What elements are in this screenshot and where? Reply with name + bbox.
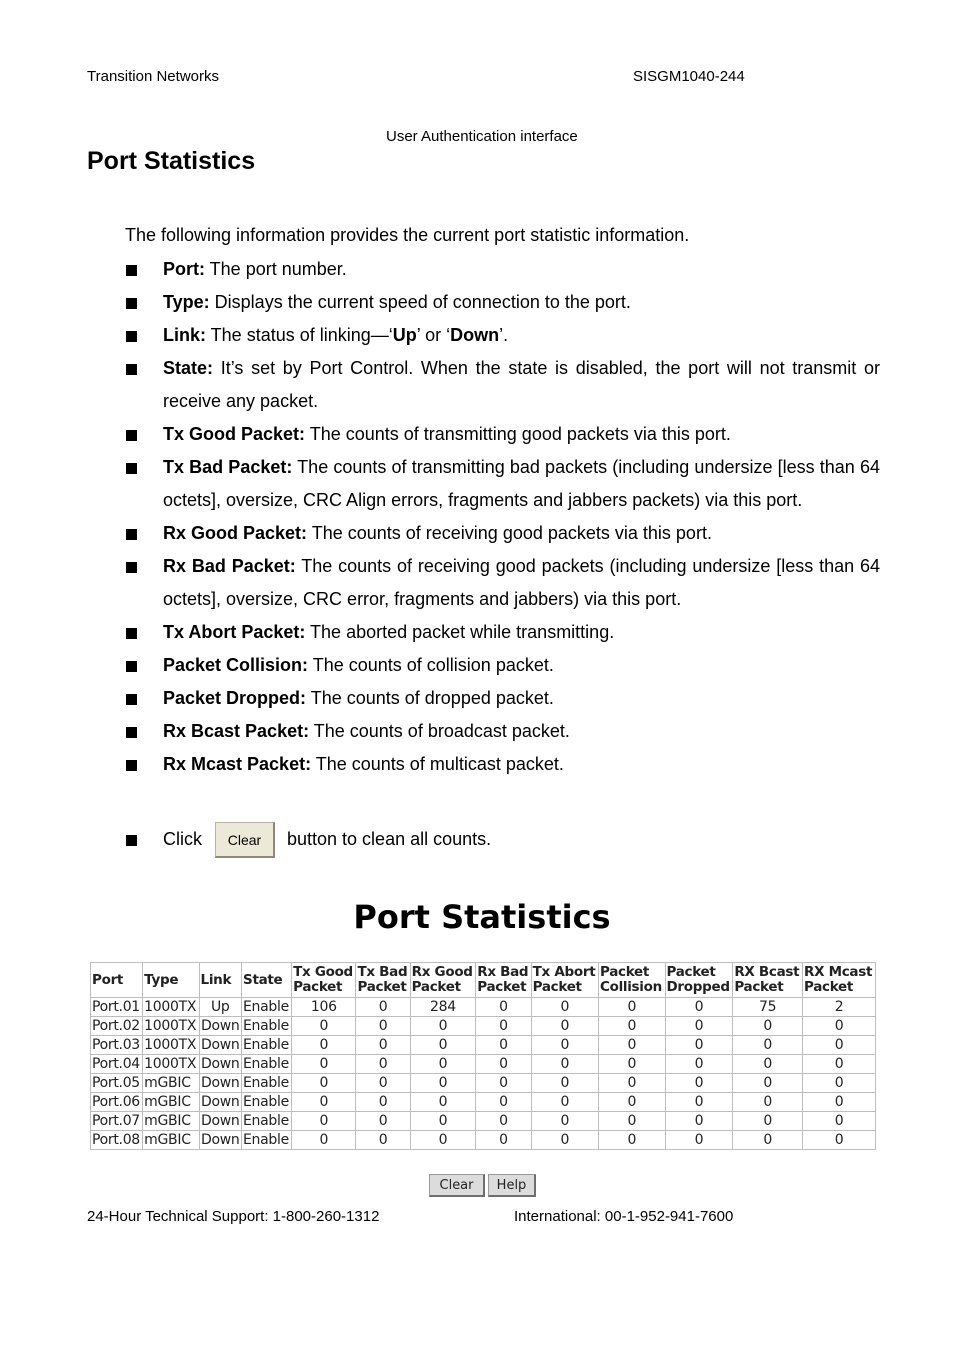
definition-term: Port: — [163, 259, 205, 279]
table-cell: 0 — [356, 1074, 410, 1093]
column-header-line: Packet — [734, 979, 784, 995]
table-cell: 0 — [802, 1112, 875, 1131]
column-header — [292, 963, 356, 998]
table-cell: 0 — [598, 1036, 665, 1055]
column-header-line: Tx Bad — [357, 964, 408, 980]
square-bullet-icon — [126, 430, 137, 441]
table-cell: Enable — [242, 1055, 292, 1074]
table-cell: mGBIC — [143, 1093, 199, 1112]
column-header-line: Packet — [532, 979, 582, 995]
square-bullet-icon — [126, 727, 137, 738]
square-bullet-icon — [126, 463, 137, 474]
table-cell: 0 — [733, 1093, 803, 1112]
table-cell: Enable — [242, 1074, 292, 1093]
definition-term: Rx Bcast Packet: — [163, 721, 310, 741]
table-cell: 0 — [802, 1017, 875, 1036]
table-cell: Port.08 — [91, 1131, 143, 1150]
table-cell: 0 — [356, 1131, 410, 1150]
table-cell: 0 — [531, 1036, 598, 1055]
definition-item-port — [125, 253, 880, 286]
definition-item-type — [125, 286, 880, 319]
table-cell: Enable — [242, 998, 292, 1017]
table-cell: 0 — [410, 1093, 476, 1112]
table-cell: 0 — [531, 1017, 598, 1036]
port-statistics-heading: Port Statistics — [353, 898, 611, 936]
table-cell: 0 — [476, 1112, 531, 1131]
column-header-line: RX Mcast — [803, 964, 873, 980]
definition-desc: The counts of transmitting bad packets (including undersize [less than 64 octets], oversize, CRC Align errors, fragments and jabbers packets) via this port. — [163, 457, 880, 510]
table-cell: 0 — [665, 1131, 733, 1150]
table-cell: 0 — [292, 1131, 356, 1150]
column-header — [531, 963, 598, 998]
column-header-line: Dropped — [666, 979, 730, 995]
table-cell: 0 — [665, 1055, 733, 1074]
table-cell: 0 — [292, 1093, 356, 1112]
table-header-row — [91, 963, 876, 998]
help-button[interactable]: Help — [488, 1174, 536, 1197]
table-cell: 0 — [598, 1017, 665, 1036]
table-cell: 0 — [598, 1131, 665, 1150]
table-cell: Enable — [242, 1093, 292, 1112]
table-cell: 75 — [733, 998, 803, 1017]
column-header — [665, 963, 733, 998]
column-header — [242, 963, 292, 998]
table-cell: Up — [199, 998, 242, 1017]
table-cell: Down — [199, 1093, 242, 1112]
definition-item-collision — [125, 649, 880, 682]
column-header — [143, 963, 199, 998]
table-cell: 0 — [531, 1112, 598, 1131]
table-cell: Enable — [242, 1131, 292, 1150]
table-cell: mGBIC — [143, 1112, 199, 1131]
table-cell: mGBIC — [143, 1131, 199, 1150]
click-instruction — [125, 822, 880, 860]
link-down-value: Down — [450, 325, 500, 345]
column-header-line: Packet — [803, 979, 854, 995]
square-bullet-icon — [126, 265, 137, 276]
table-row — [91, 1017, 876, 1036]
definition-desc: The counts of receiving good packets (including undersize [less than 64 octets], oversize, CRC error, fragments and jabbers) via this port. — [163, 556, 880, 609]
definition-desc-end: ’. — [499, 325, 509, 345]
table-cell: 0 — [410, 1112, 476, 1131]
table-cell: 0 — [733, 1074, 803, 1093]
square-bullet-icon — [126, 760, 137, 771]
table-cell: Enable — [242, 1017, 292, 1036]
column-header — [802, 963, 875, 998]
page-title: Port Statistics — [87, 147, 256, 175]
definition-item-rx-good — [125, 517, 880, 550]
link-up-value: Up — [392, 325, 417, 345]
table-cell: 0 — [802, 1074, 875, 1093]
column-header — [476, 963, 531, 998]
table-cell: Port.02 — [91, 1017, 143, 1036]
definition-term: Tx Good Packet: — [163, 424, 306, 444]
table-cell: Down — [199, 1055, 242, 1074]
column-header-line: Packet — [666, 964, 716, 980]
square-bullet-icon — [126, 835, 137, 846]
definition-item-tx-abort — [125, 616, 880, 649]
table-cell: 0 — [476, 1074, 531, 1093]
definition-desc: The status of linking—‘ — [206, 325, 393, 345]
table-row — [91, 1074, 876, 1093]
table-cell: Port.06 — [91, 1093, 143, 1112]
table-cell: 0 — [665, 998, 733, 1017]
column-header-line: Tx Abort — [532, 964, 596, 980]
table-cell: 1000TX — [143, 1017, 199, 1036]
table-row — [91, 1131, 876, 1150]
table-cell: 0 — [598, 1112, 665, 1131]
table-cell: 0 — [802, 1036, 875, 1055]
table-cell: 0 — [598, 1093, 665, 1112]
table-cell: 0 — [733, 1036, 803, 1055]
table-row — [91, 1036, 876, 1055]
definition-item-dropped — [125, 682, 880, 715]
table-cell: 0 — [410, 1036, 476, 1055]
definition-desc: The aborted packet while transmitting. — [305, 622, 615, 642]
table-cell: 0 — [476, 1055, 531, 1074]
definition-term: Packet Dropped: — [163, 688, 307, 708]
header-model: SISGM1040-244 — [633, 68, 745, 85]
column-header — [91, 963, 143, 998]
definition-item-state — [125, 352, 880, 418]
definition-item-tx-good — [125, 418, 880, 451]
table-cell: 0 — [598, 1055, 665, 1074]
port-statistics-table — [90, 962, 876, 1150]
table-cell: 0 — [476, 1017, 531, 1036]
definition-term: Type: — [163, 292, 210, 312]
table-cell: 0 — [531, 1055, 598, 1074]
table-cell: 0 — [356, 1017, 410, 1036]
table-row — [91, 1112, 876, 1131]
table-cell: 0 — [476, 998, 531, 1017]
definition-desc: The counts of multicast packet. — [311, 754, 564, 774]
table-cell: 106 — [292, 998, 356, 1017]
table-cell: 0 — [356, 1093, 410, 1112]
table-cell: Port.04 — [91, 1055, 143, 1074]
definition-term: Tx Abort Packet: — [163, 622, 306, 642]
definition-term: State: — [163, 358, 214, 378]
footer-international: International: 00-1-952-941-7600 — [514, 1208, 734, 1225]
column-header-line: Collision — [599, 979, 662, 995]
table-cell: 0 — [733, 1055, 803, 1074]
table-cell: 0 — [598, 998, 665, 1017]
table-cell: Down — [199, 1036, 242, 1055]
table-cell: 0 — [410, 1017, 476, 1036]
table-cell: 0 — [598, 1074, 665, 1093]
definition-desc: The counts of transmitting good packets via this port. — [305, 424, 731, 444]
intro-text: The following information provides the current port statistic information. — [125, 225, 690, 245]
column-header-line: RX Bcast — [734, 964, 800, 980]
square-bullet-icon — [126, 529, 137, 540]
table-cell: Port.03 — [91, 1036, 143, 1055]
header-company: Transition Networks — [87, 68, 219, 85]
square-bullet-icon — [126, 364, 137, 375]
definition-desc-mid: ’ or ‘ — [416, 325, 451, 345]
square-bullet-icon — [126, 562, 137, 573]
click-text: Click — [163, 829, 202, 849]
table-cell: 0 — [665, 1074, 733, 1093]
table-cell: Enable — [242, 1112, 292, 1131]
table-cell: 0 — [733, 1017, 803, 1036]
table-cell: 0 — [292, 1055, 356, 1074]
definition-term: Rx Bad Packet: — [163, 556, 296, 576]
table-cell: 0 — [476, 1131, 531, 1150]
table-cell: 0 — [356, 1112, 410, 1131]
table-cell: 0 — [665, 1093, 733, 1112]
table-cell: 2 — [802, 998, 875, 1017]
column-header-line: Rx Bad — [477, 964, 529, 980]
table-cell: 0 — [292, 1074, 356, 1093]
table-cell: 0 — [476, 1093, 531, 1112]
definition-term: Tx Bad Packet: — [163, 457, 293, 477]
definition-term: Packet Collision: — [163, 655, 309, 675]
column-header-line: Packet — [293, 979, 343, 995]
column-header-line: Packet — [411, 979, 461, 995]
table-cell: 0 — [410, 1055, 476, 1074]
column-header-line: Packet — [357, 979, 407, 995]
table-cell: 0 — [356, 998, 410, 1017]
table-cell: Enable — [242, 1036, 292, 1055]
definition-list — [125, 253, 880, 781]
table-cell: 0 — [665, 1112, 733, 1131]
column-header — [410, 963, 476, 998]
table-cell: 0 — [802, 1055, 875, 1074]
table-cell: 0 — [531, 998, 598, 1017]
square-bullet-icon — [126, 661, 137, 672]
section-caption: User Authentication interface — [386, 128, 578, 145]
table-cell: 0 — [802, 1131, 875, 1150]
table-cell: 0 — [292, 1017, 356, 1036]
table-cell: 0 — [292, 1112, 356, 1131]
table-cell: Down — [199, 1017, 242, 1036]
column-header — [356, 963, 410, 998]
table-cell: 0 — [531, 1093, 598, 1112]
table-cell: 0 — [476, 1036, 531, 1055]
table-cell: 1000TX — [143, 1036, 199, 1055]
column-header-line: Link — [200, 971, 232, 988]
table-cell: 0 — [356, 1036, 410, 1055]
table-cell: 0 — [531, 1131, 598, 1150]
definition-desc: The port number. — [205, 259, 347, 279]
column-header — [598, 963, 665, 998]
footer-support: 24-Hour Technical Support: 1-800-260-1312 — [87, 1208, 380, 1225]
table-cell: mGBIC — [143, 1074, 199, 1093]
column-header — [733, 963, 803, 998]
column-header — [199, 963, 242, 998]
definition-desc: The counts of dropped packet. — [306, 688, 554, 708]
definition-term: Rx Good Packet: — [163, 523, 308, 543]
table-cell: 0 — [665, 1017, 733, 1036]
table-cell: 0 — [665, 1036, 733, 1055]
clear-button-inline[interactable]: Clear — [215, 822, 275, 858]
definition-desc: The counts of receiving good packets via this port. — [307, 523, 712, 543]
column-header-line: Packet — [477, 979, 527, 995]
table-row — [91, 998, 876, 1017]
definition-item-link — [125, 319, 880, 352]
table-cell: 0 — [410, 1131, 476, 1150]
square-bullet-icon — [126, 694, 137, 705]
table-cell: Down — [199, 1131, 242, 1150]
table-cell: 0 — [802, 1093, 875, 1112]
square-bullet-icon — [126, 298, 137, 309]
definition-item-tx-bad — [125, 451, 880, 517]
clear-button[interactable]: Clear — [429, 1174, 485, 1197]
definition-desc: The counts of broadcast packet. — [309, 721, 570, 741]
definition-desc: Displays the current speed of connection to the port. — [209, 292, 631, 312]
table-cell: Port.01 — [91, 998, 143, 1017]
table-cell: 0 — [292, 1036, 356, 1055]
column-header-line: Type — [144, 971, 179, 988]
column-header-line: State — [243, 971, 283, 988]
table-cell: 0 — [733, 1131, 803, 1150]
table-cell: 0 — [733, 1112, 803, 1131]
table-cell: 1000TX — [143, 998, 199, 1017]
table-cell: Port.07 — [91, 1112, 143, 1131]
definition-desc: It’s set by Port Control. When the state is disabled, the port will not transmit or receive any packet. — [163, 358, 880, 411]
definition-item-rx-bad — [125, 550, 880, 616]
column-header-line: Rx Good — [411, 964, 473, 980]
column-header-line: Port — [92, 971, 124, 988]
click-after-text: button to clean all counts. — [287, 829, 492, 849]
square-bullet-icon — [126, 331, 137, 342]
table-cell: Port.05 — [91, 1074, 143, 1093]
table-cell: 0 — [531, 1074, 598, 1093]
definition-item-bcast — [125, 715, 880, 748]
column-header-line: Packet — [599, 964, 650, 980]
definition-desc: The counts of collision packet. — [308, 655, 554, 675]
definition-item-mcast — [125, 748, 880, 781]
table-cell: Down — [199, 1112, 242, 1131]
table-row — [91, 1055, 876, 1074]
table-cell: 1000TX — [143, 1055, 199, 1074]
table-cell: 0 — [356, 1055, 410, 1074]
table-cell: 0 — [410, 1074, 476, 1093]
square-bullet-icon — [126, 628, 137, 639]
column-header-line: Tx Good — [293, 964, 353, 980]
table-row — [91, 1093, 876, 1112]
definition-term: Rx Mcast Packet: — [163, 754, 312, 774]
definition-term: Link: — [163, 325, 206, 345]
table-cell: Down — [199, 1074, 242, 1093]
table-cell: 284 — [410, 998, 476, 1017]
